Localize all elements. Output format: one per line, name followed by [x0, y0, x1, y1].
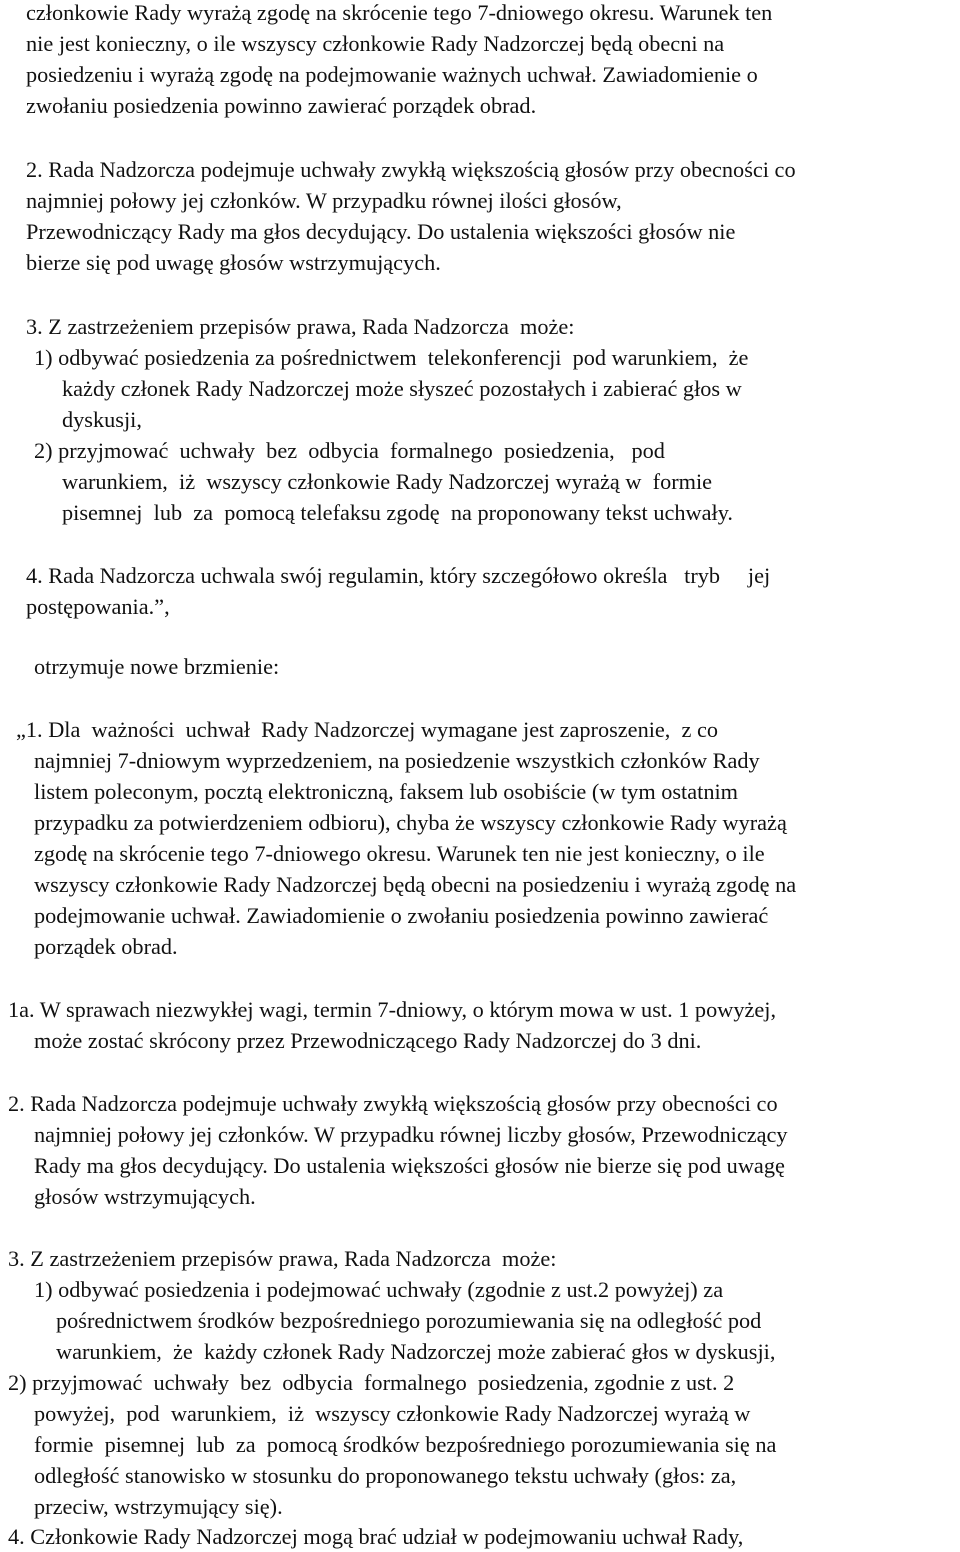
text-line: 4. Członkowie Rady Nadzorczej mogą brać udział w podejmowaniu uchwał Rady, [8, 1524, 744, 1549]
text-line: warunkiem, że każdy członek Rady Nadzorczej może zabierać głos w dyskusji, [56, 1339, 776, 1364]
text-line: pośrednictwem środków bezpośredniego porozumiewania się na odległość pod [56, 1308, 762, 1333]
text-line: postępowania.”, [26, 594, 170, 619]
text-line: Przewodniczący Rady ma głos decydujący. Do ustalenia większości głosów nie [26, 219, 736, 244]
text-line: bierze się pod uwagę głosów wstrzymujących. [26, 250, 441, 275]
text-line: 3. Z zastrzeżeniem przepisów prawa, Rada Nadzorcza może: [26, 314, 575, 339]
text-line: posiedzeniu i wyrażą zgodę na podejmowanie ważnych uchwał. Zawiadomienie o [26, 62, 758, 87]
transition-text: otrzymuje nowe brzmienie: [34, 654, 280, 679]
text-line: głosów wstrzymujących. [34, 1184, 256, 1209]
text-line: formie pisemnej lub za pomocą środków bezpośredniego porozumiewania się na [34, 1432, 777, 1457]
text-line: przeciw, wstrzymujący się). [34, 1494, 283, 1519]
text-line: „1. Dla ważności uchwał Rady Nadzorczej wymagane jest zaproszenie, z co [16, 717, 719, 742]
text-line: odległość stanowisko w stosunku do proponowanego tekstu uchwały (głos: za, [34, 1463, 737, 1488]
text-line: przypadku za potwierdzeniem odbioru), chyba że wszyscy członkowie Rady wyrażą [34, 810, 787, 835]
text-line: porządek obrad. [34, 934, 178, 959]
text-line: pisemnej lub za pomocą telefaksu zgodę na proponowany tekst uchwały. [62, 500, 733, 525]
text-line: 1) odbywać posiedzenia za pośrednictwem telekonferencji pod warunkiem, że [34, 345, 749, 370]
text-line: nie jest konieczny, o ile wszyscy członkowie Rady Nadzorczej będą obecni na [26, 31, 725, 56]
text-line: 2. Rada Nadzorcza podejmuje uchwały zwykłą większością głosów przy obecności co [26, 157, 796, 182]
text-line: powyżej, pod warunkiem, iż wszyscy członkowie Rady Nadzorczej wyrażą w [34, 1401, 751, 1426]
text-line: 1a. W sprawach niezwykłej wagi, termin 7-dniowy, o którym mowa w ust. 1 powyżej, [8, 997, 777, 1022]
text-line: 2) przyjmować uchwały bez odbycia formalnego posiedzenia, pod [34, 438, 665, 463]
text-line: 2. Rada Nadzorcza podejmuje uchwały zwykłą większością głosów przy obecności co [8, 1091, 778, 1116]
text-line: 4. Rada Nadzorcza uchwala swój regulamin, który szczegółowo określa tryb jej [26, 563, 771, 588]
text-line: podejmowanie uchwał. Zawiadomienie o zwołaniu posiedzenia powinno zawierać [34, 903, 769, 928]
text-line: zgodę na skrócenie tego 7-dniowego okresu. Warunek ten nie jest konieczny, o ile [34, 841, 765, 866]
text-line: zwołaniu posiedzenia powinno zawierać porządek obrad. [26, 93, 537, 118]
text-line: może zostać skrócony przez Przewodniczącego Rady Nadzorczej do 3 dni. [34, 1028, 702, 1053]
text-line: dyskusji, [62, 407, 142, 432]
text-line: każdy członek Rady Nadzorczej może słyszeć pozostałych i zabierać głos w [62, 376, 742, 401]
text-line: 2) przyjmować uchwały bez odbycia formalnego posiedzenia, zgodnie z ust. 2 [8, 1370, 735, 1395]
text-line: najmniej połowy jej członków. W przypadku równej ilości głosów, [26, 188, 622, 213]
text-line: najmniej 7-dniowym wyprzedzeniem, na posiedzenie wszystkich członków Rady [34, 748, 760, 773]
text-line: listem poleconym, pocztą elektroniczną, faksem lub osobiście (w tym ostatnim [34, 779, 739, 804]
text-line: 3. Z zastrzeżeniem przepisów prawa, Rada Nadzorcza może: [8, 1246, 557, 1271]
text-line: warunkiem, iż wszyscy członkowie Rady Nadzorczej wyrażą w formie [62, 469, 713, 494]
text-line: Rady ma głos decydujący. Do ustalenia większości głosów nie bierze się pod uwagę [34, 1153, 785, 1178]
text-line: 1) odbywać posiedzenia i podejmować uchwały (zgodnie z ust.2 powyżej) za [34, 1277, 724, 1302]
text-line: członkowie Rady wyrażą zgodę na skrócenie tego 7-dniowego okresu. Warunek ten [26, 0, 773, 25]
text-line: wszyscy członkowie Rady Nadzorczej będą obecni na posiedzeniu i wyrażą zgodę na [34, 872, 797, 897]
text-line: najmniej połowy jej członków. W przypadku równej liczby głosów, Przewodniczący [34, 1122, 788, 1147]
